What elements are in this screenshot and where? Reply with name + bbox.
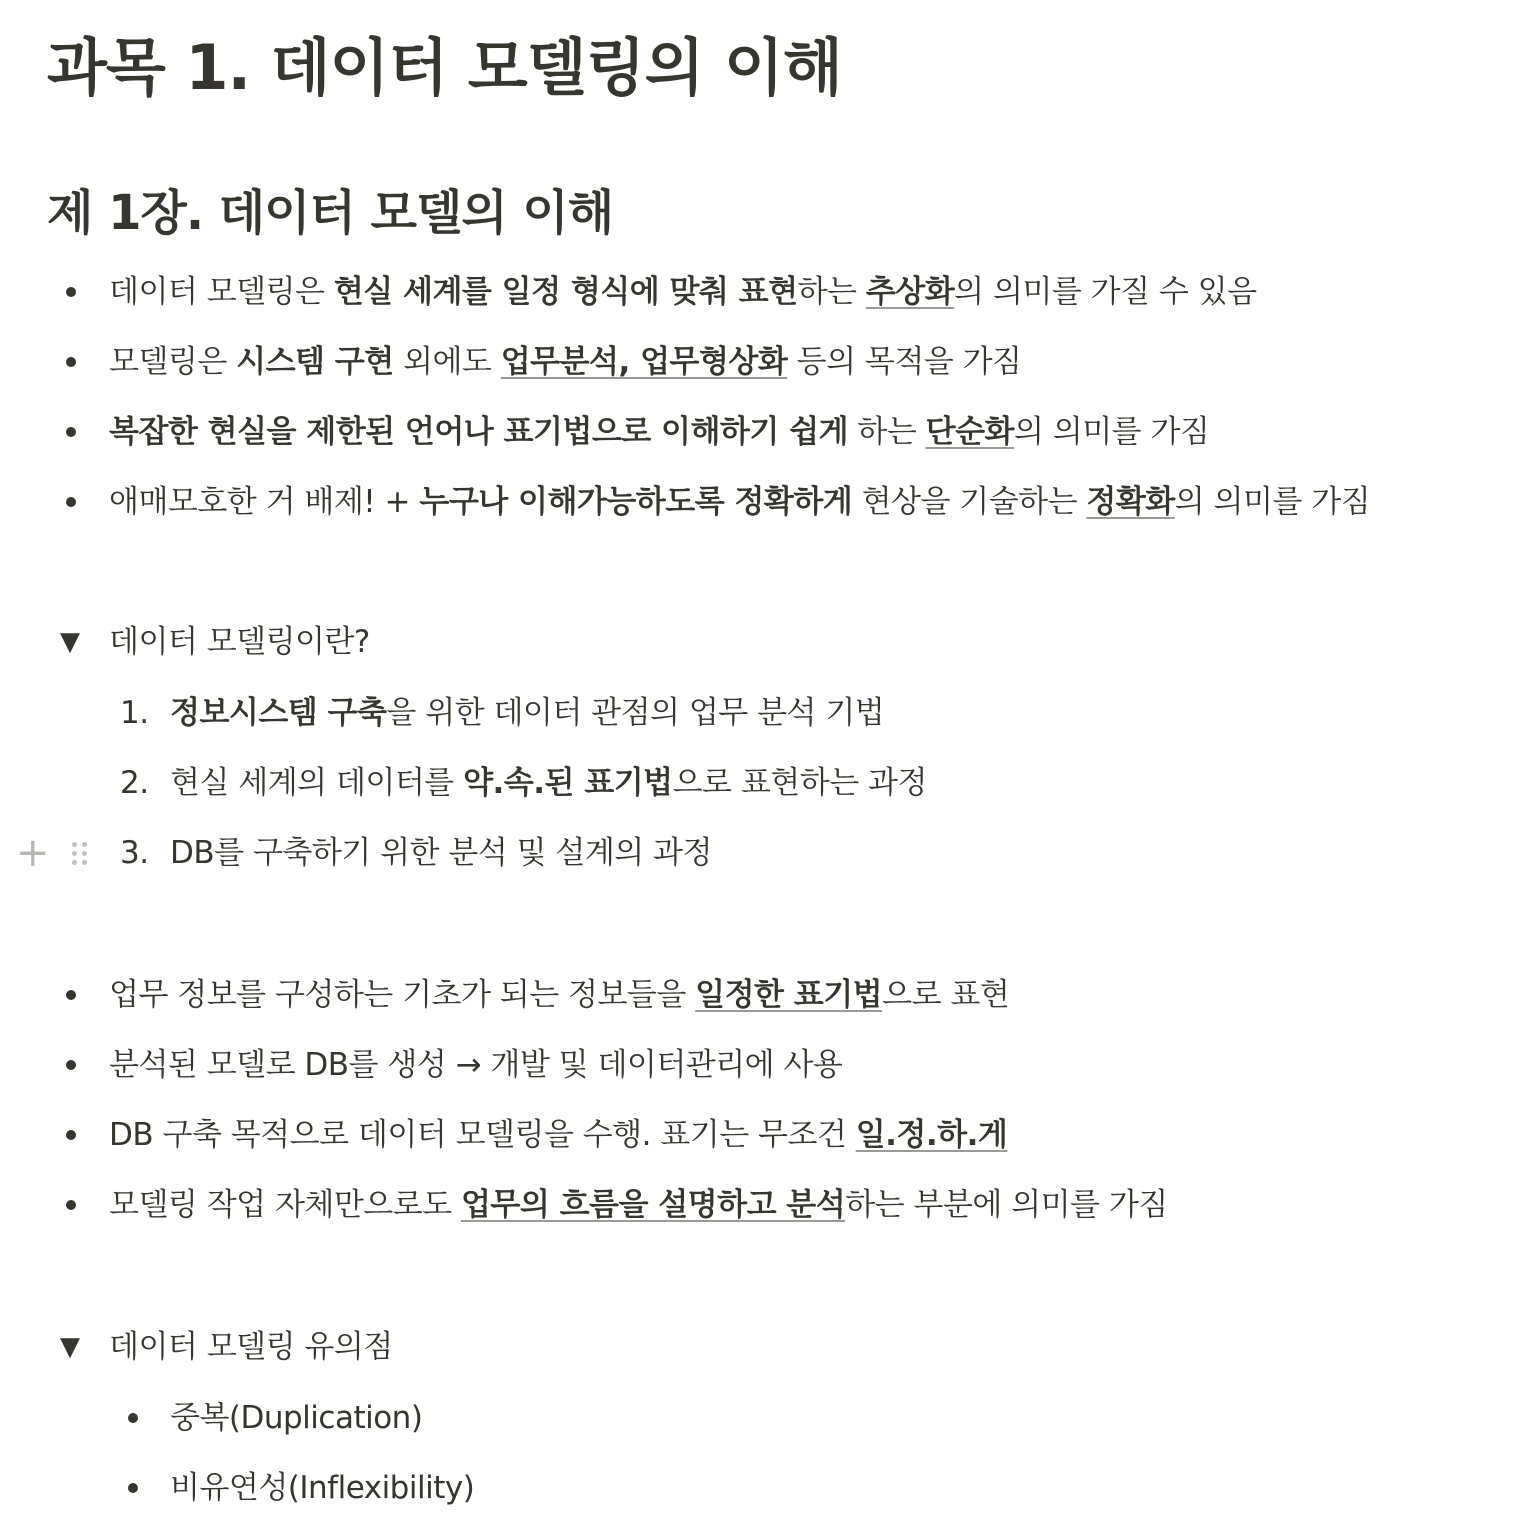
block-text [109, 1110, 1007, 1160]
bold-text: 일.정.하.게 [855, 1117, 1008, 1153]
triangle-down-icon[interactable]: ▼ [60, 627, 80, 657]
bullet-dot-icon [66, 1180, 76, 1230]
block-text [109, 477, 1370, 527]
nested-bullet-item [0, 1463, 1532, 1513]
bold-text: 현실 세계를 일정 형식에 맞춰 표현 [333, 274, 798, 310]
chapter-heading: 제 1장. 데이터 모델의 이해 [47, 185, 614, 241]
text-run: 하는 [848, 414, 926, 450]
block-text [109, 267, 1257, 317]
bullet-dot-icon [66, 407, 76, 457]
bullet-item [0, 477, 1532, 527]
block-text [109, 1040, 842, 1090]
bold-text: 일정한 표기법 [695, 977, 883, 1013]
block-text [170, 828, 712, 878]
bullet-dot-icon [66, 267, 76, 317]
bold-text: 단순화 [925, 414, 1014, 450]
toggle-block[interactable] [0, 617, 1532, 667]
numbered-item [0, 828, 1532, 878]
block-text [109, 337, 1022, 387]
toggle-label: 데이터 모델링이란? [109, 624, 370, 660]
list-number: 1. [120, 695, 149, 731]
text-run: 의 의미를 가짐 [1174, 484, 1371, 520]
block-text [109, 407, 1209, 457]
bold-text: 업무의 흐름을 설명하고 분석 [460, 1187, 846, 1223]
text-run: 업무 정보를 구성하는 기초가 되는 정보들을 [109, 977, 696, 1013]
text-run: 으로 표현 [882, 977, 1010, 1013]
nested-bullet-item [0, 1393, 1532, 1443]
triangle-down-icon[interactable]: ▼ [60, 1332, 80, 1362]
bullet-dot-icon [66, 337, 76, 387]
bold-text: 정확화 [1086, 484, 1175, 520]
block-text [170, 1463, 474, 1513]
bullet-item [0, 1110, 1532, 1160]
bullet-dot-icon [66, 1040, 76, 1090]
text-run: 하는 [797, 274, 866, 310]
bold-text: 업무분석, 업무형상화 [500, 344, 788, 380]
text-run: 으로 표현하는 과정 [672, 765, 927, 801]
text-run: 등의 목적을 가짐 [787, 344, 1022, 380]
text-run: 하는 부분에 의미를 가짐 [845, 1187, 1168, 1223]
bullet-item [0, 267, 1532, 317]
text-run: 모델링은 [109, 344, 237, 380]
toggle-label: 데이터 모델링 유의점 [109, 1329, 393, 1365]
block-text [170, 688, 884, 738]
text-run: DB를 구축하기 위한 분석 및 설계의 과정 [170, 835, 712, 871]
numbered-item [0, 758, 1532, 808]
text-run: 을 위한 데이터 관점의 업무 분석 기법 [386, 695, 885, 731]
text-run: 애매모호한 거 배제! + [109, 484, 420, 520]
page-title: 과목 1. 데이터 모델링의 이해 [47, 31, 842, 104]
bullet-dot-icon [66, 1110, 76, 1160]
text-run: 중복(Duplication) [170, 1400, 423, 1436]
bold-text: 시스템 구현 [236, 344, 394, 380]
block-text [109, 970, 1009, 1020]
text-run: 현상을 기술하는 [852, 484, 1087, 520]
text-run: 분석된 모델로 DB를 생성 → 개발 및 데이터관리에 사용 [109, 1047, 843, 1083]
block-text [170, 758, 927, 808]
bold-text: 약.속.된 표기법 [463, 765, 673, 801]
bold-text: 정보시스템 구축 [170, 695, 387, 731]
text-run: 의 의미를 가짐 [1013, 414, 1210, 450]
bold-text: 추상화 [865, 274, 955, 310]
list-number: 3. [120, 835, 149, 871]
bullet-item [0, 407, 1532, 457]
bullet-dot-icon [66, 477, 76, 527]
bullet-item [0, 1040, 1532, 1090]
text-run: DB 구축 목적으로 데이터 모델링을 수행. 표기는 무조건 [109, 1117, 856, 1153]
toggle-block[interactable] [0, 1322, 1532, 1372]
bullet-dot-icon [128, 1463, 138, 1513]
block-text [109, 1180, 1168, 1230]
text-run: 데이터 모델링은 [109, 274, 334, 310]
plus-icon[interactable]: + [16, 830, 50, 876]
bullet-dot-icon [66, 970, 76, 1020]
text-run: 의 의미를 가질 수 있음 [954, 274, 1257, 310]
text-run: 모델링 작업 자체만으로도 [109, 1187, 461, 1223]
bullet-item [0, 1180, 1532, 1230]
bullet-dot-icon [128, 1393, 138, 1443]
bold-text: 누구나 이해가능하도록 정확하게 [419, 484, 853, 520]
bullet-item [0, 970, 1532, 1020]
numbered-item [0, 688, 1532, 738]
block-text [170, 1393, 422, 1443]
list-number: 2. [120, 765, 149, 801]
text-run: 외에도 [393, 344, 501, 380]
text-run: 비유연성(Inflexibility) [170, 1470, 475, 1506]
text-run: 현실 세계의 데이터를 [170, 765, 464, 801]
drag-handle-icon[interactable] [72, 842, 90, 866]
bullet-item [0, 337, 1532, 387]
bold-text: 복잡한 현실을 제한된 언어나 표기법으로 이해하기 쉽게 [109, 414, 849, 450]
